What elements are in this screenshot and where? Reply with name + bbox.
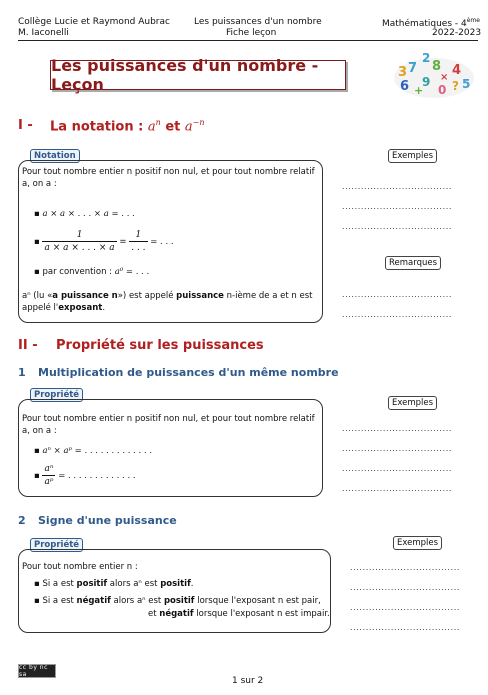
svg-text:0: 0 xyxy=(438,83,447,97)
svg-text:9: 9 xyxy=(422,75,431,89)
dotted-line: ................................... xyxy=(342,290,453,299)
page-title-box xyxy=(50,56,346,94)
header-rule xyxy=(18,40,478,41)
property-2-intro: Pour tout nombre entier n : xyxy=(22,562,138,572)
property-2-bullet-2: ▪ Si a est négatif alors aⁿ est positif lorsque l'exposant n est pair, xyxy=(34,596,321,606)
notation-tag: Notation xyxy=(30,149,80,163)
notation-note: aⁿ (lu «a puissance n») est appelé puissance n-ième de a et n est appelé l'exposant. xyxy=(22,291,313,313)
subsection-2-number: 2 xyxy=(18,514,26,527)
property-1-bullet-1: ▪ aⁿ × aᵖ = . . . . . . . . . . . . . xyxy=(34,446,153,456)
dotted-line: ................................... xyxy=(350,603,461,612)
examples-label-2: Exemples xyxy=(388,396,437,410)
svg-text:4: 4 xyxy=(452,63,462,78)
subsection-2-title: Signe d'une puissance xyxy=(38,514,177,527)
svg-text:?: ? xyxy=(452,79,459,93)
svg-text:8: 8 xyxy=(432,59,442,74)
header-teacher: M. Iaconelli xyxy=(18,28,69,38)
dotted-line: ................................... xyxy=(350,623,461,632)
dotted-line: ................................... xyxy=(342,182,453,191)
svg-text:×: × xyxy=(440,72,449,83)
section-1-number: I - xyxy=(18,118,33,133)
examples-label-3: Exemples xyxy=(393,536,442,550)
dotted-line: ................................... xyxy=(350,563,461,572)
property-1-bullet-2: ▪ $\frac{\text{aⁿ}}{\text{aᵖ}}$ = . . . . . . . . . . . . . xyxy=(34,464,136,487)
notation-bullet-2: ▪ $\frac{1}{a \times a \times . . . \times a}$ = $\frac{1}{. . .}$ = . . . xyxy=(34,230,174,253)
svg-text:7: 7 xyxy=(408,61,418,76)
header-year: 2022-2023 xyxy=(432,28,482,38)
examples-label-1: Exemples xyxy=(388,149,437,163)
header-doc-type: Fiche leçon xyxy=(226,28,277,38)
notation-bullet-1: ▪ a × a × . . . × a = . . . xyxy=(34,209,135,219)
property-tag-2: Propriété xyxy=(30,538,83,552)
dotted-line: ................................... xyxy=(342,464,453,473)
section-2-title: Propriété sur les puissances xyxy=(56,338,264,353)
dotted-line: ................................... xyxy=(342,202,453,211)
svg-text:6: 6 xyxy=(400,79,410,94)
dotted-line: ................................... xyxy=(342,222,453,231)
subsection-1-title: Multiplication de puissances d'un même nombre xyxy=(38,366,339,379)
dotted-line: ................................... xyxy=(342,484,453,493)
remarks-label: Remarques xyxy=(385,256,441,270)
header-topic: Les puissances d'un nombre xyxy=(194,17,322,27)
dotted-line: ................................... xyxy=(342,424,453,433)
svg-text:2: 2 xyxy=(422,51,431,65)
notation-intro: Pour tout nombre entier n positif non nul, et pour tout nombre relatif a, on a : xyxy=(22,167,315,189)
page-number: 1 sur 2 xyxy=(232,676,264,686)
numbers-logo-icon xyxy=(392,50,476,100)
dotted-line: ................................... xyxy=(342,444,453,453)
subsection-1-number: 1 xyxy=(18,366,26,379)
header-school: Collège Lucie et Raymond Aubrac xyxy=(18,17,170,27)
svg-text:+: + xyxy=(414,84,424,97)
page-title: Les puissances d'un nombre - Leçon xyxy=(51,56,319,94)
header-subject: Mathématiques - 4ème xyxy=(382,17,480,29)
property-tag-1: Propriété xyxy=(30,388,83,402)
notation-bullet-3: ▪ par convention : a⁰ = . . . xyxy=(34,267,150,277)
property-1-intro: Pour tout nombre entier n positif non nul, et pour tout nombre relatif a, on a : xyxy=(22,414,315,436)
property-2-bullet-2-cont: et négatif lorsque l'exposant n est impair. xyxy=(148,609,330,619)
cc-license-icon: cc by nc sa xyxy=(18,664,56,678)
dotted-line: ................................... xyxy=(342,310,453,319)
property-2-bullet-1: ▪ Si a est positif alors aⁿ est positif. xyxy=(34,579,194,589)
section-1-title: La notation : $a^n$ et $a^{-n}$ xyxy=(50,118,205,135)
svg-text:3: 3 xyxy=(398,65,408,80)
section-2-number: II - xyxy=(18,338,38,353)
dotted-line: ................................... xyxy=(350,583,461,592)
svg-text:5: 5 xyxy=(462,77,471,91)
